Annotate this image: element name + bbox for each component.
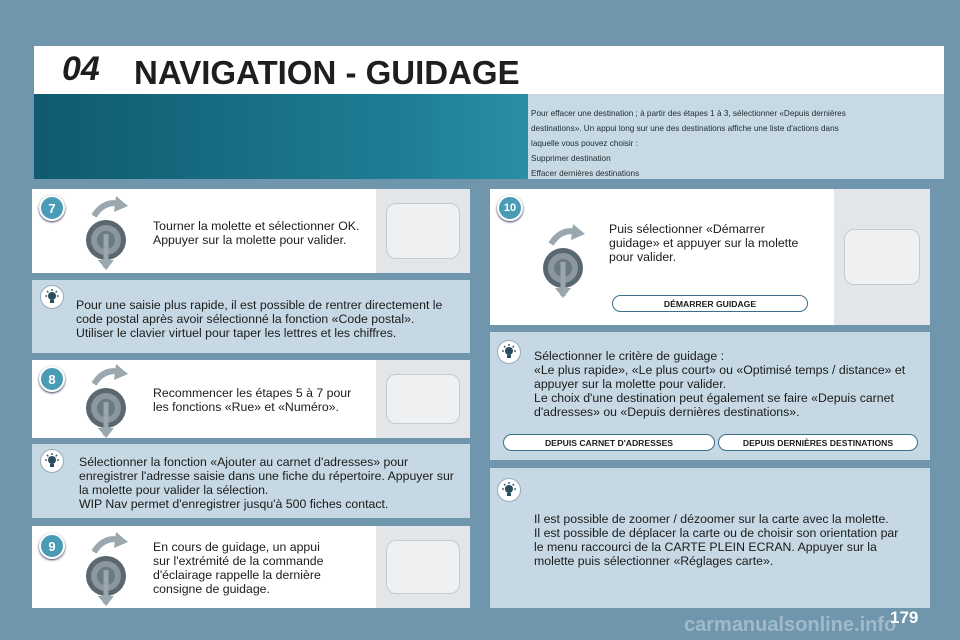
text-line: le menu raccourci de la CARTE PLEIN ECRAN. Appuyer sur la [534,540,877,554]
text-line: Il est possible de zoomer / dézoomer sur la carte avec la molette. [534,512,889,526]
step-8-text [153,386,351,414]
tip-2-text [79,455,454,511]
lightbulb-icon [497,340,521,364]
step-7-text [153,219,359,247]
text-line: Le choix d'une destination peut également se faire «Depuis carnet [534,391,894,405]
banner-line: destinations». Un appui long sur une des destinations affiche une liste d'actions dans [531,124,839,133]
control-panel-image [376,526,470,608]
text-line: Tourner la molette et sélectionner OK. [153,219,360,233]
page-number: 179 [890,608,919,627]
text-line: enregistrer l'adresse saisie dans une fiche du répertoire. Appuyer sur [79,469,454,483]
text-line: Il est possible de déplacer la carte ou de choisir son orientation par [534,526,899,540]
knob-rotate-icon [80,530,136,606]
text-line: Utiliser le clavier virtuel pour taper les lettres et les chiffres. [76,326,397,340]
tip-3-text [534,349,905,419]
step-badge-8: 8 [39,366,65,392]
step-10-text [609,222,798,264]
step-badge-10: 10 [497,195,523,221]
text-line: Recommencer les étapes 5 à 7 pour [153,386,352,400]
text-line: appuyer sur la molette pour valider. [534,377,727,391]
knob-rotate-icon [80,194,136,270]
text-line: En cours de guidage, un appui [153,540,320,554]
chapter-number: 04 [62,50,100,88]
knob-rotate-icon [80,362,136,438]
text-line: d'adresses» ou «Depuis dernières destinations». [534,405,800,419]
text-line: les fonctions «Rue» et «Numéro». [153,400,339,414]
text-line: molette puis sélectionner «Réglages carte». [534,554,774,568]
watermark: carmanualsonline.info [684,614,897,636]
text-line: d'éclairage rappelle la dernière [153,568,321,582]
page-title: NAVIGATION - GUIDAGE [134,54,520,91]
lightbulb-icon [40,285,64,309]
step-9-text [153,540,323,596]
text-line: Sélectionner la fonction «Ajouter au carnet d'adresses» pour [79,455,409,469]
text-line: sur l'extrémité de la commande [153,554,324,568]
banner-line: laquelle vous pouvez choisir : [531,139,638,148]
lightbulb-icon [497,478,521,502]
control-panel-image [376,360,470,438]
from-address-book-button[interactable]: DEPUIS CARNET D'ADRESSES [503,434,715,451]
text-line: pour valider. [609,250,676,264]
text-line: «Le plus rapide», «Le plus court» ou «Optimisé temps / distance» et [534,363,906,377]
text-line: code postal après avoir sélectionné la fonction «Code postal». [76,312,415,326]
banner-line: Effacer dernières destinations [531,169,640,178]
text-line: Pour une saisie plus rapide, il est possible de rentrer directement le [76,298,443,312]
text-line: guidage» et appuyer sur la molette [609,236,799,250]
text-line: Puis sélectionner «Démarrer [609,222,765,236]
banner-line: Supprimer destination [531,154,611,163]
tip-4-text [534,512,898,568]
banner-text [531,106,931,181]
control-panel-image [376,189,470,273]
knob-rotate-icon [537,222,593,298]
text-line: WIP Nav permet d'enregistrer jusqu'à 500 fiches contact. [79,497,389,511]
start-guidance-button[interactable]: DÉMARRER GUIDAGE [612,295,808,312]
text-line: consigne de guidage. [153,582,270,596]
text-line: Sélectionner le critère de guidage : [534,349,725,363]
banner-line: Pour effacer une destination ; à partir des étapes 1 à 3, sélectionner «Depuis dernières [531,109,846,118]
step-badge-7: 7 [39,195,65,221]
control-panel-image [834,189,930,325]
lightbulb-icon [40,449,64,473]
from-last-destinations-button[interactable]: DEPUIS DERNIÈRES DESTINATIONS [718,434,918,451]
text-line: Appuyer sur la molette pour valider. [153,233,347,247]
tip-1-text [76,298,442,340]
step-badge-9: 9 [39,533,65,559]
text-line: la molette pour valider la sélection. [79,483,269,497]
